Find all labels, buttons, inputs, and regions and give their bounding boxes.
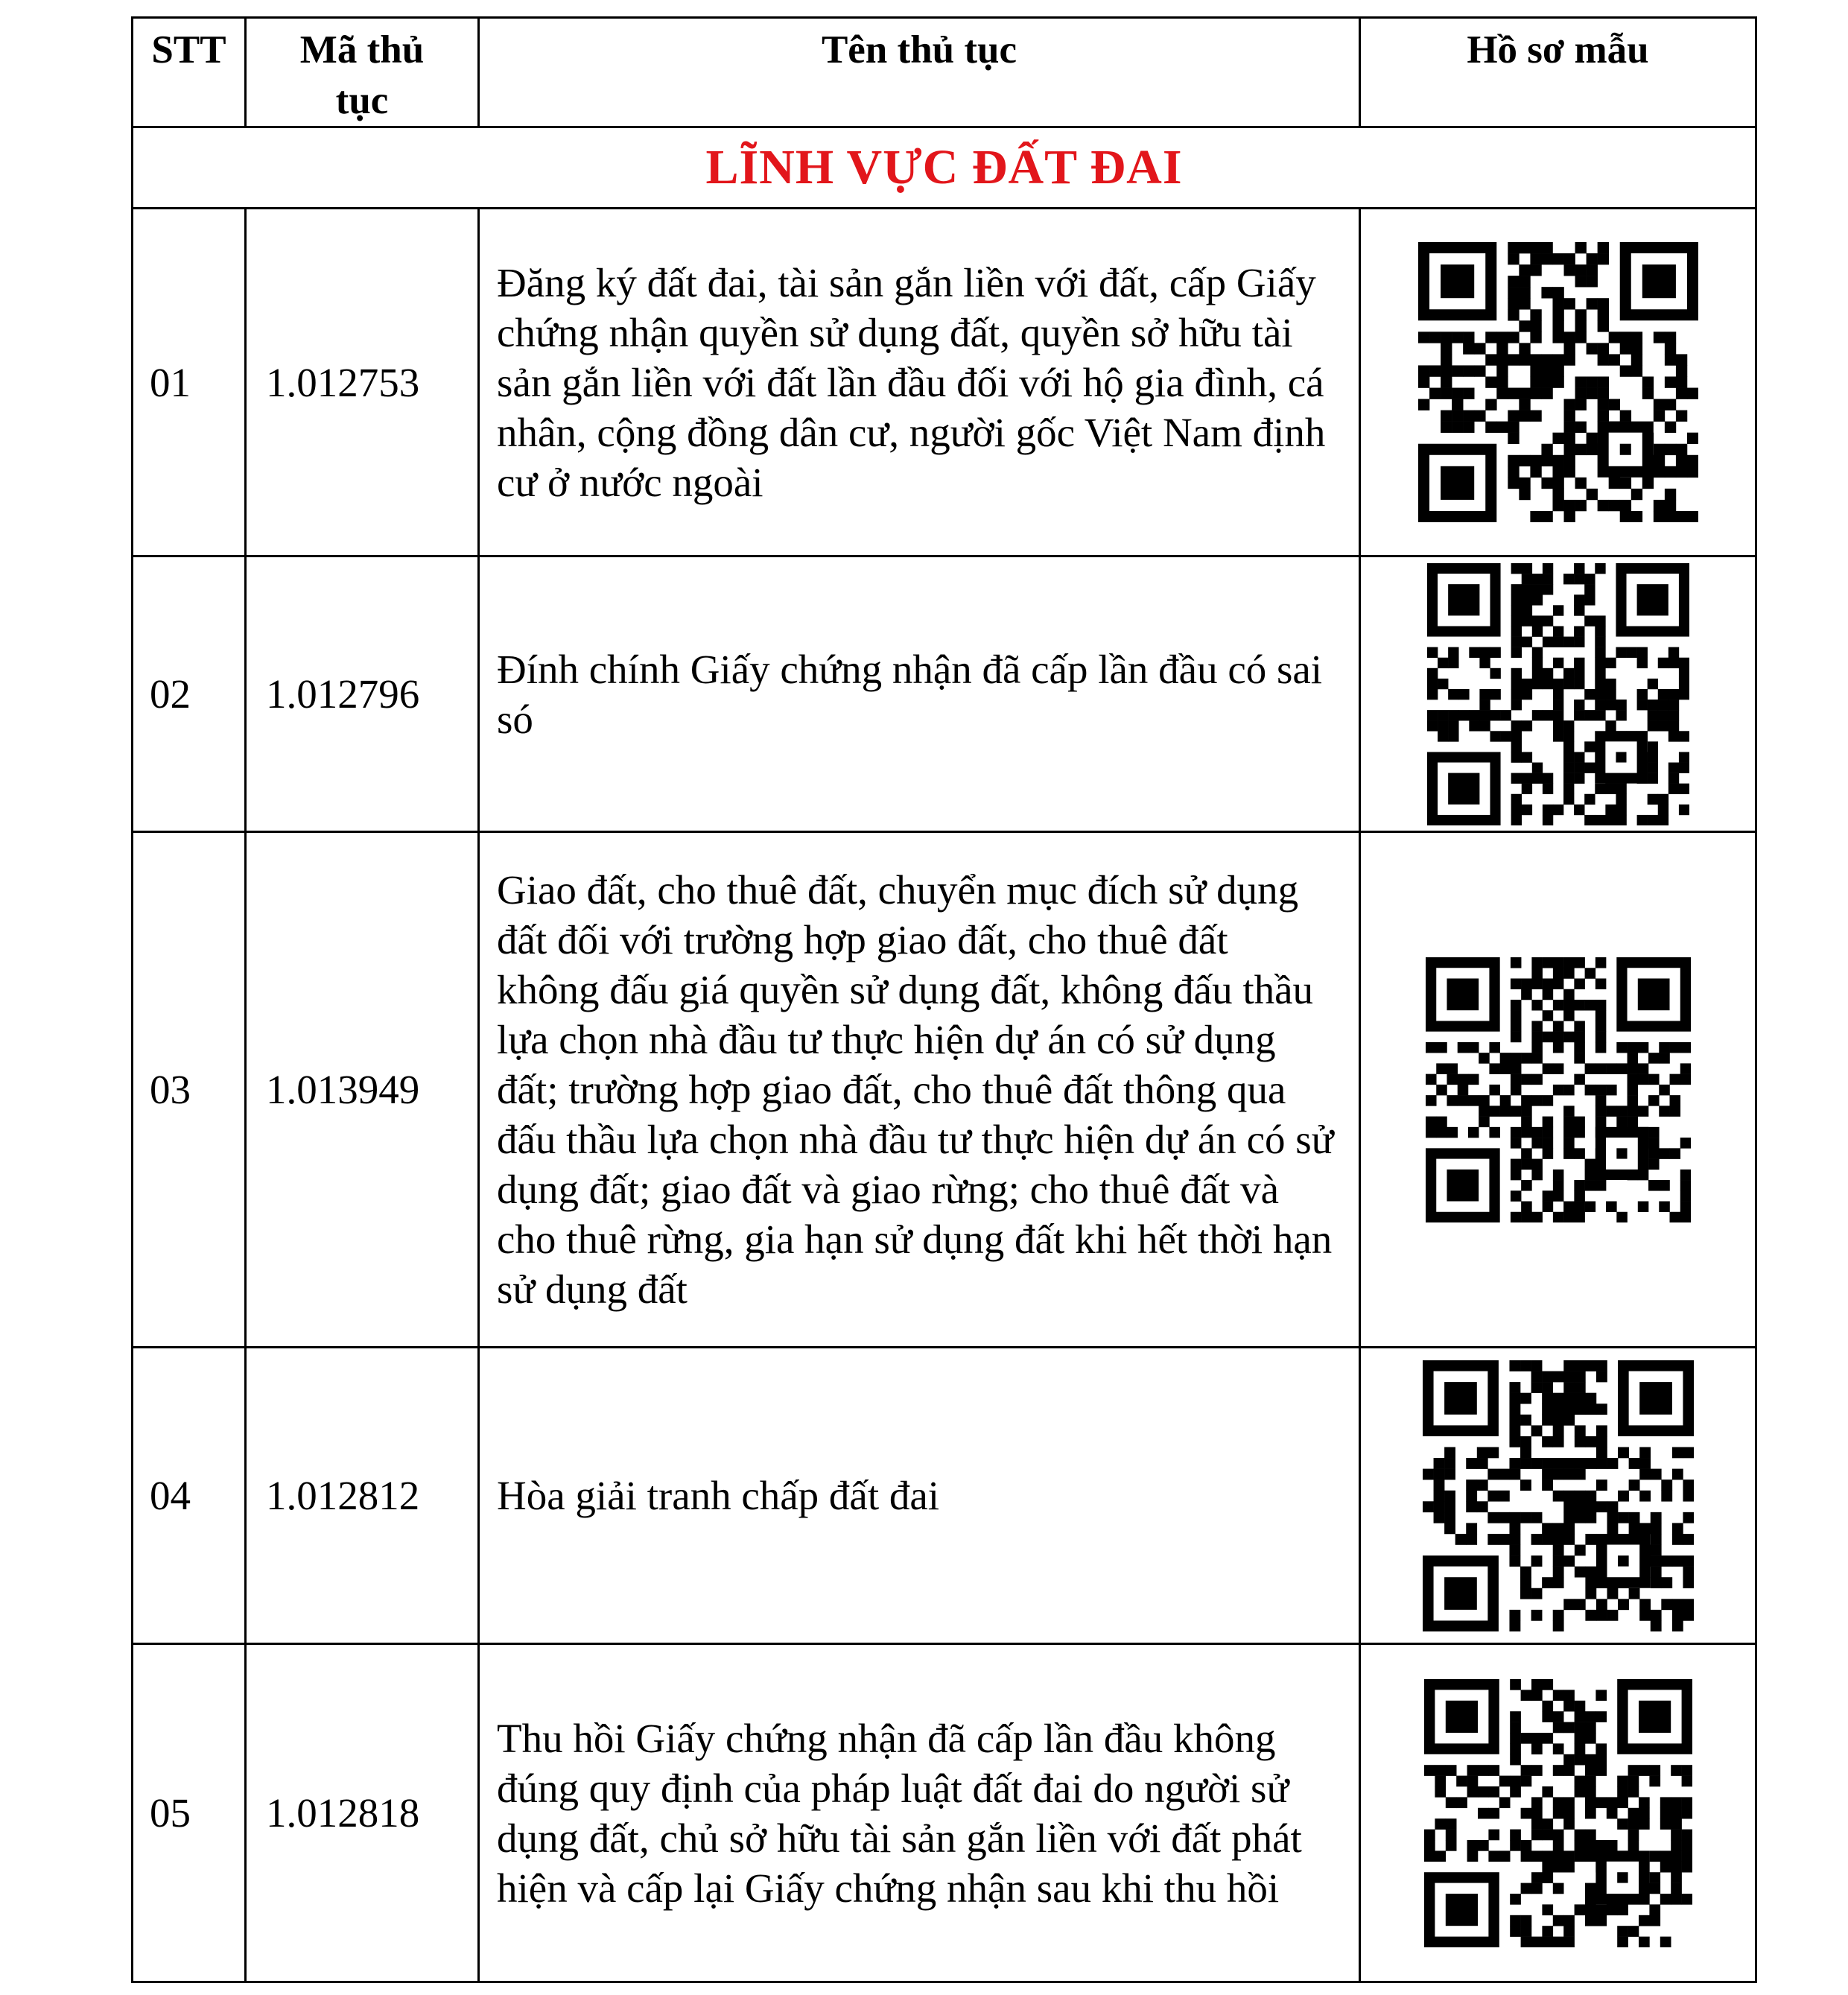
row-name: Đăng ký đất đai, tài sản gắn liền với đất, cấp Giấy chứng nhận quyền sử dụng đất, quyền sở hữu tài sản gắn liền với đất lần đầu đối với hộ gia đình, cá nhân, cộng đồng dân cư, người gốc Việt Nam định cư ở nước ngoài — [479, 209, 1360, 556]
table-row — [133, 209, 1756, 556]
header-code: Mã thủ tục — [246, 18, 479, 127]
row-form — [1360, 209, 1756, 556]
row-stt: 01 — [133, 209, 246, 556]
qr-code-icon[interactable] — [1418, 242, 1698, 522]
section-title: LĨNH VỰC ĐẤT ĐAI — [705, 140, 1183, 194]
row-form — [1360, 1644, 1756, 1982]
row-form — [1360, 556, 1756, 832]
table-row — [133, 832, 1756, 1348]
section-cell — [133, 127, 1756, 209]
row-code: 1.012812 — [246, 1348, 479, 1644]
row-code: 1.012753 — [246, 209, 479, 556]
header-form: Hồ sơ mẫu — [1360, 18, 1756, 127]
row-code: 1.012796 — [246, 556, 479, 832]
row-stt: 04 — [133, 1348, 246, 1644]
procedures-table — [131, 16, 1757, 1983]
row-code: 1.013949 — [246, 832, 479, 1348]
row-name: Hòa giải tranh chấp đất đai — [479, 1348, 1360, 1644]
qr-code-icon[interactable] — [1426, 957, 1691, 1222]
section-row — [133, 127, 1756, 209]
header-name: Tên thủ tục — [479, 18, 1360, 127]
qr-code-icon[interactable] — [1423, 1360, 1694, 1631]
table-row — [133, 1644, 1756, 1982]
row-stt: 03 — [133, 832, 246, 1348]
table-row — [133, 1348, 1756, 1644]
row-name: Đính chính Giấy chứng nhận đã cấp lần đầu có sai só — [479, 556, 1360, 832]
row-form — [1360, 1348, 1756, 1644]
header-stt: STT — [133, 18, 246, 127]
row-code: 1.012818 — [246, 1644, 479, 1982]
row-stt: 05 — [133, 1644, 246, 1982]
row-form — [1360, 832, 1756, 1348]
row-name: Thu hồi Giấy chứng nhận đã cấp lần đầu không đúng quy định của pháp luật đất đai do người sử dụng đất, chủ sở hữu tài sản gắn liền với đất phát hiện và cấp lại Giấy chứng nhận sau khi thu hồi — [479, 1644, 1360, 1982]
row-name: Giao đất, cho thuê đất, chuyển mục đích sử dụng đất đối với trường hợp giao đất, cho thuê đất không đấu giá quyền sử dụng đất, không đấu thầu lựa chọn nhà đầu tư thực hiện dự án có sử dụng đất; trường hợp giao đất, cho thuê đất thông qua đấu thầu lựa chọn nhà đầu tư thực hiện dự án có sử dụng đất; giao đất và giao rừng; cho thuê đất và cho thuê rừng, gia hạn sử dụng đất khi hết thời hạn sử dụng đất — [479, 832, 1360, 1348]
table-row — [133, 556, 1756, 832]
qr-code-icon[interactable] — [1427, 563, 1689, 825]
header-row — [133, 18, 1756, 127]
qr-code-icon[interactable] — [1424, 1679, 1692, 1947]
row-stt: 02 — [133, 556, 246, 832]
